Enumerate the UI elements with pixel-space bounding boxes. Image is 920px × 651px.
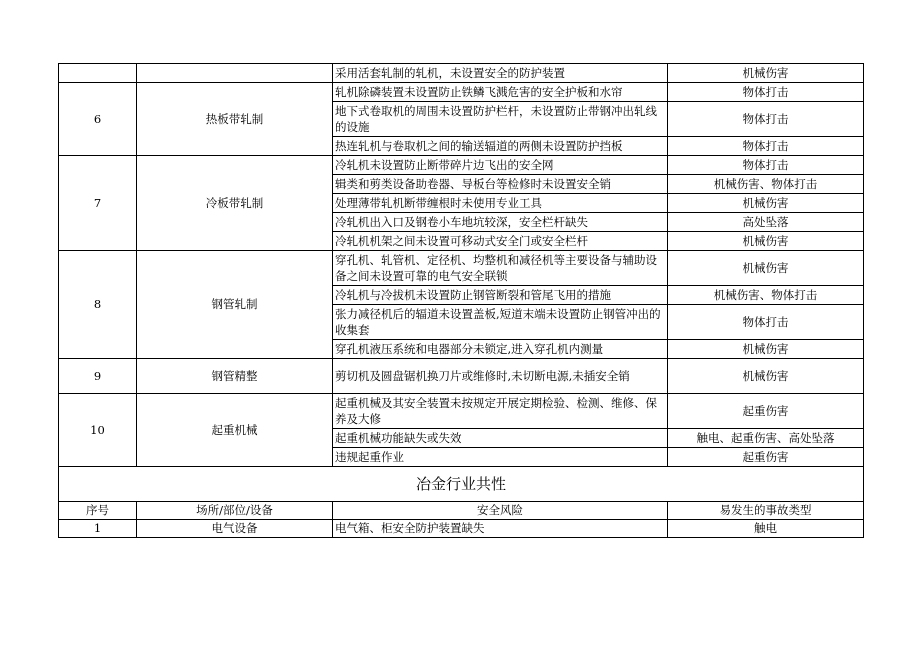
row-accident-type: 机械伤害: [668, 232, 864, 251]
row-risk: 地下式卷取机的周围未设置防护栏杆，未设置防止带钢冲出轧线的设施: [333, 102, 668, 137]
row-accident-type: 物体打击: [668, 102, 864, 137]
row-accident-type: 机械伤害、物体打击: [668, 286, 864, 305]
row-risk: 张力减径机后的辐道未设置盖板,短道末端未设置防止钢管冲出的收集套: [333, 305, 668, 340]
row-risk: 起重机械及其安全装置未按规定开展定期检验、检测、维修、保养及大修: [333, 394, 668, 429]
row-accident-type: 物体打击: [668, 137, 864, 156]
row-place: 起重机械: [137, 394, 333, 467]
row-accident-type: 起重伤害: [668, 448, 864, 467]
table-header-row: [59, 502, 864, 520]
row-place: 电气设备: [137, 520, 333, 538]
row-place: [137, 64, 333, 83]
header-risk: 安全风险: [333, 502, 668, 520]
row-accident-type: 起重伤害: [668, 394, 864, 429]
row-accident-type: 物体打击: [668, 156, 864, 175]
table-row: [59, 156, 864, 175]
row-number: 8: [59, 251, 137, 359]
header-accident-type: 易发生的事故类型: [668, 502, 864, 520]
table-row: [59, 359, 864, 394]
row-risk: 冷轧机出入口及钢卷小车地坑较深，安全栏杆缺失: [333, 213, 668, 232]
row-accident-type: 机械伤害、物体打击: [668, 175, 864, 194]
row-accident-type: 触电、起重伤害、高处坠落: [668, 429, 864, 448]
row-accident-type: 物体打击: [668, 305, 864, 340]
row-risk: 电气箱、柜安全防护装置缺失: [333, 520, 668, 538]
row-number: 7: [59, 156, 137, 251]
header-number: 序号: [59, 502, 137, 520]
row-risk: 起重机械功能缺失或失效: [333, 429, 668, 448]
row-risk: 冷轧机机架之间未设置可移动式安全门或安全栏杆: [333, 232, 668, 251]
row-accident-type: 机械伤害: [668, 359, 864, 394]
risk-table: [58, 63, 864, 538]
row-risk: 热连轧机与卷取机之间的输送辐道的两侧未设置防护挡板: [333, 137, 668, 156]
row-accident-type: 物体打击: [668, 83, 864, 102]
row-risk: 穿孔机液压系统和电器部分未锁定,进入穿孔机内测量: [333, 340, 668, 359]
section-title-row: [59, 467, 864, 502]
row-place: 钢管精整: [137, 359, 333, 394]
table-row: [59, 83, 864, 102]
row-risk: 剪切机及圆盘锯机换刀片或维修时,未切断电源,未插安全销: [333, 359, 668, 394]
row-risk: 冷轧机与冷拔机未设置防止钢管断裂和管尾飞用的措施: [333, 286, 668, 305]
row-number: [59, 64, 137, 83]
row-accident-type: 高处坠落: [668, 213, 864, 232]
row-accident-type: 机械伤害: [668, 340, 864, 359]
row-risk: 违规起重作业: [333, 448, 668, 467]
row-place: 冷板带轧制: [137, 156, 333, 251]
table-row: [59, 251, 864, 286]
row-risk: 辑类和剪类设备助卷器、导板台等检修时未设置安全销: [333, 175, 668, 194]
row-number: 9: [59, 359, 137, 394]
row-place: 钢管轧制: [137, 251, 333, 359]
row-accident-type: 机械伤害: [668, 251, 864, 286]
row-number: 1: [59, 520, 137, 538]
row-number: 10: [59, 394, 137, 467]
row-risk: 采用活套轧制的轧机，未设置安全的防护装置: [333, 64, 668, 83]
table-row: [59, 520, 864, 538]
table-row: [59, 394, 864, 429]
row-risk: 处理薄带轧机断带缠根时未使用专业工具: [333, 194, 668, 213]
table-row: [59, 64, 864, 83]
row-risk: 冷轧机未设置防止断带碎片边飞出的安全网: [333, 156, 668, 175]
row-risk: 轧机除磷装置未设置防止铁鳞飞溅危害的安全护板和水帘: [333, 83, 668, 102]
row-accident-type: 机械伤害: [668, 64, 864, 83]
row-accident-type: 机械伤害: [668, 194, 864, 213]
section-title: 冶金行业共性: [59, 467, 864, 502]
row-place: 热板带轧制: [137, 83, 333, 156]
row-risk: 穿孔机、轧管机、定径机、均整机和减径机等主要设备与辅助设备之间未设置可靠的电气安全联锁: [333, 251, 668, 286]
header-place: 场所/部位/设备: [137, 502, 333, 520]
row-accident-type: 触电: [668, 520, 864, 538]
row-number: 6: [59, 83, 137, 156]
